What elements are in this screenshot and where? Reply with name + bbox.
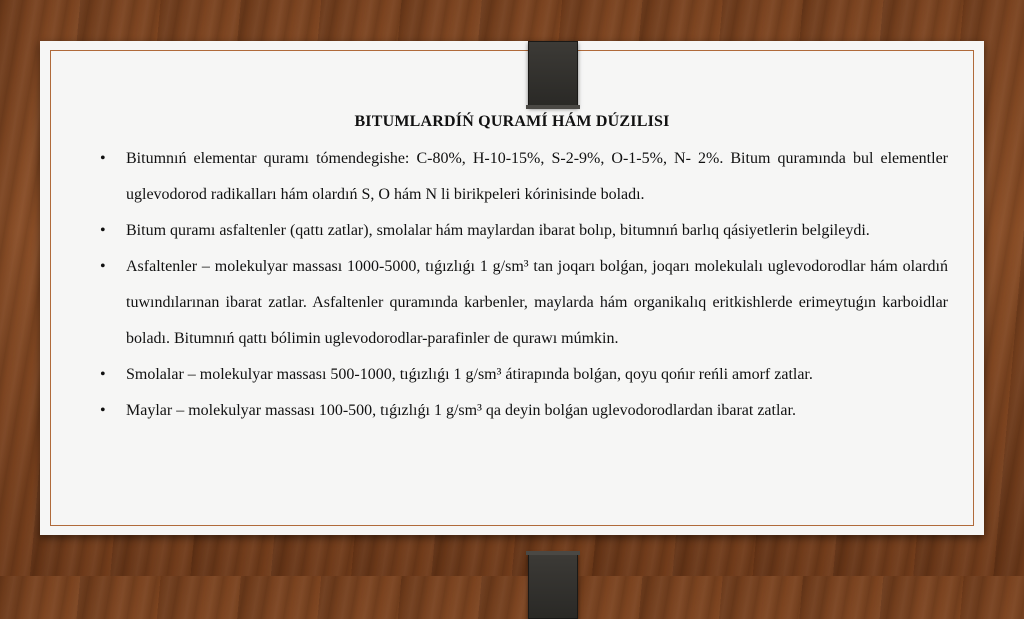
bullet-item-composition: • Bitumnıń elementar quramı tómendegishe: C-80%, H-10-15%, S-2-9%, O-1-5%, N- 2%. Bitum quramında bul elementler uglevodorod radikalları hám olardıń S, O hám N li birikpeleri kórinisinde boladı. — [100, 141, 948, 213]
bottom-binder-clip — [528, 553, 578, 619]
slide-card — [40, 41, 984, 535]
bullet-item-resins: • Smolalar – molekulyar massası 500-1000, tıǵızlıǵı 1 g/sm³ átirapında bolǵan, qoyu qońır reńli amorf zatlar. — [100, 357, 948, 393]
top-binder-clip — [528, 41, 578, 107]
bullet-item-asphaltenes: • Asfaltenler – molekulyar massası 1000-5000, tıǵızlıǵı 1 g/sm³ tan joqarı bolǵan, joqarı molekulalı uglevodorodlar hám olardıń tuwındılarınan ibarat zatlar. Asfaltenler quramında karbenler, maylarda hám organikalıq eritkishlerde erimeytuǵın karboidlar boladı. Bitumnıń qattı bólimin uglevodorodlar-parafinler de qurawı múmkin. — [100, 249, 948, 357]
bullet-item-oils: • Maylar – molekulyar massası 100-500, tıǵızlıǵı 1 g/sm³ qa deyin bolǵan uglevodorodlardan ibarat zatlar. — [100, 393, 948, 429]
slide-title: BITUMLARDÍŃ QURAMÍ HÁM DÚZILISI — [354, 113, 670, 130]
bullet-item-components: • Bitum quramı asfaltenler (qattı zatlar), smolalar hám maylardan ibarat bolıp, bitumnıń barlıq qásiyetlerin belgileydi. — [100, 213, 948, 249]
bullet-list — [100, 141, 948, 429]
